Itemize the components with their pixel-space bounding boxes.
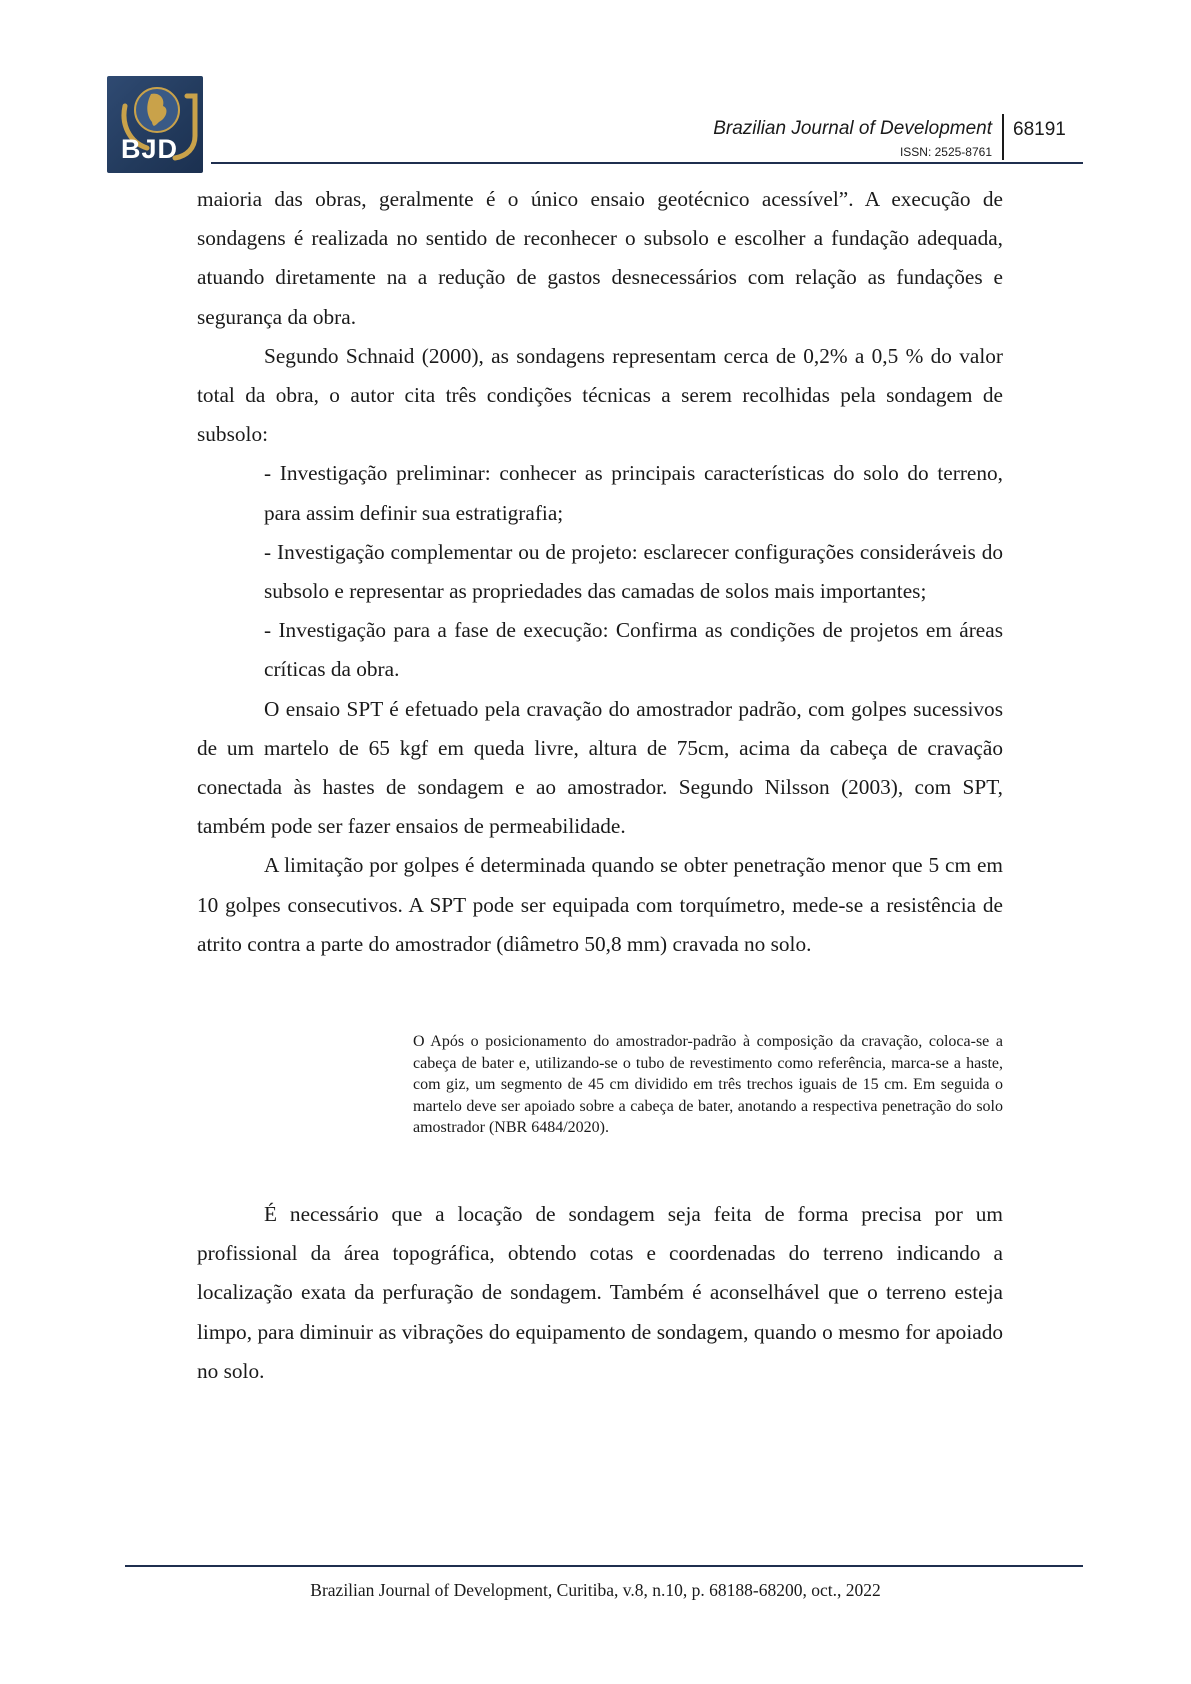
list-item: - Investigação complementar ou de projeto: esclarecer configurações consideráveis do subsolo e representar as propriedades das camadas de solos mais importantes; — [264, 539, 1003, 604]
body-text-top — [197, 180, 1003, 964]
journal-logo — [107, 76, 203, 173]
block-quote: O Após o posicionamento do amostrador-padrão à composição da cravação, coloca-se a cabeça de bater e, utilizando-se o tubo de revestimento como referência, marca-se a haste, com giz, um segmento de 45 cm dividido em três trechos iguais de 15 cm. Em seguida o martelo deve ser apoiado sobre a cabeça de bater, anotando a respectiva penetração do solo amostrador (NBR 6484/2020). — [413, 1033, 1003, 1136]
footer-rule — [125, 1565, 1083, 1567]
body-text-bottom — [197, 1195, 1003, 1391]
list-item: - Investigação preliminar: conhecer as principais características do solo do terreno, para assim definir sua estratigrafia; — [264, 461, 1003, 525]
page-number: 68191 — [1013, 119, 1066, 140]
journal-issn: ISSN: 2525-8761 — [899, 145, 992, 159]
paragraph: maioria das obras, geralmente é o único ensaio geotécnico acessível”. A execução de sondagens é realizada no sentido de reconhecer o subsolo e escolher a fundação adequada, atuando diretamente na a redução de gastos desnecessários com relação as fundações e segurança da obra. — [197, 187, 1003, 329]
journal-title: Brazilian Journal of Development — [713, 118, 992, 139]
header-divider — [1002, 114, 1004, 160]
paragraph: O ensaio SPT é efetuado pela cravação do amostrador padrão, com golpes sucessivos de um martelo de 65 kgf em queda livre, altura de 75cm, acima da cabeça de cravação conectada às hastes de sondagem e ao amostrador. Segundo Nilsson (2003), com SPT, também pode ser fazer ensaios de permeabilidade. — [197, 696, 1003, 839]
paragraph: A limitação por golpes é determinada quando se obter penetração menor que 5 cm em 10 golpes consecutivos. A SPT pode ser equipada com torquímetro, mede-se a resistência de atrito contra a parte do amostrador (diâmetro 50,8 mm) cravada no solo. — [197, 853, 1003, 956]
paragraph: É necessário que a locação de sondagem seja feita de forma precisa por um profissional da área topográfica, obtendo cotas e coordenadas do terreno indicando a localização exata da perfuração de sondagem. Também é aconselhável que o terreno esteja limpo, para diminuir as vibrações do equipamento de sondagem, quando o mesmo for apoiado no solo. — [197, 1202, 1003, 1383]
list-item: - Investigação para a fase de execução: Confirma as condições de projetos em áreas críticas da obra. — [264, 618, 1003, 682]
paragraph: Segundo Schnaid (2000), as sondagens representam cerca de 0,2% a 0,5 % do valor total da obra, o autor cita três condições técnicas a serem recolhidas pela sondagem de subsolo: — [197, 343, 1003, 447]
footer-citation: Brazilian Journal of Development, Curitiba, v.8, n.10, p. 68188-68200, oct., 2022 — [310, 1580, 881, 1600]
logo-text: BJD — [121, 134, 179, 164]
header-rule — [211, 162, 1083, 164]
